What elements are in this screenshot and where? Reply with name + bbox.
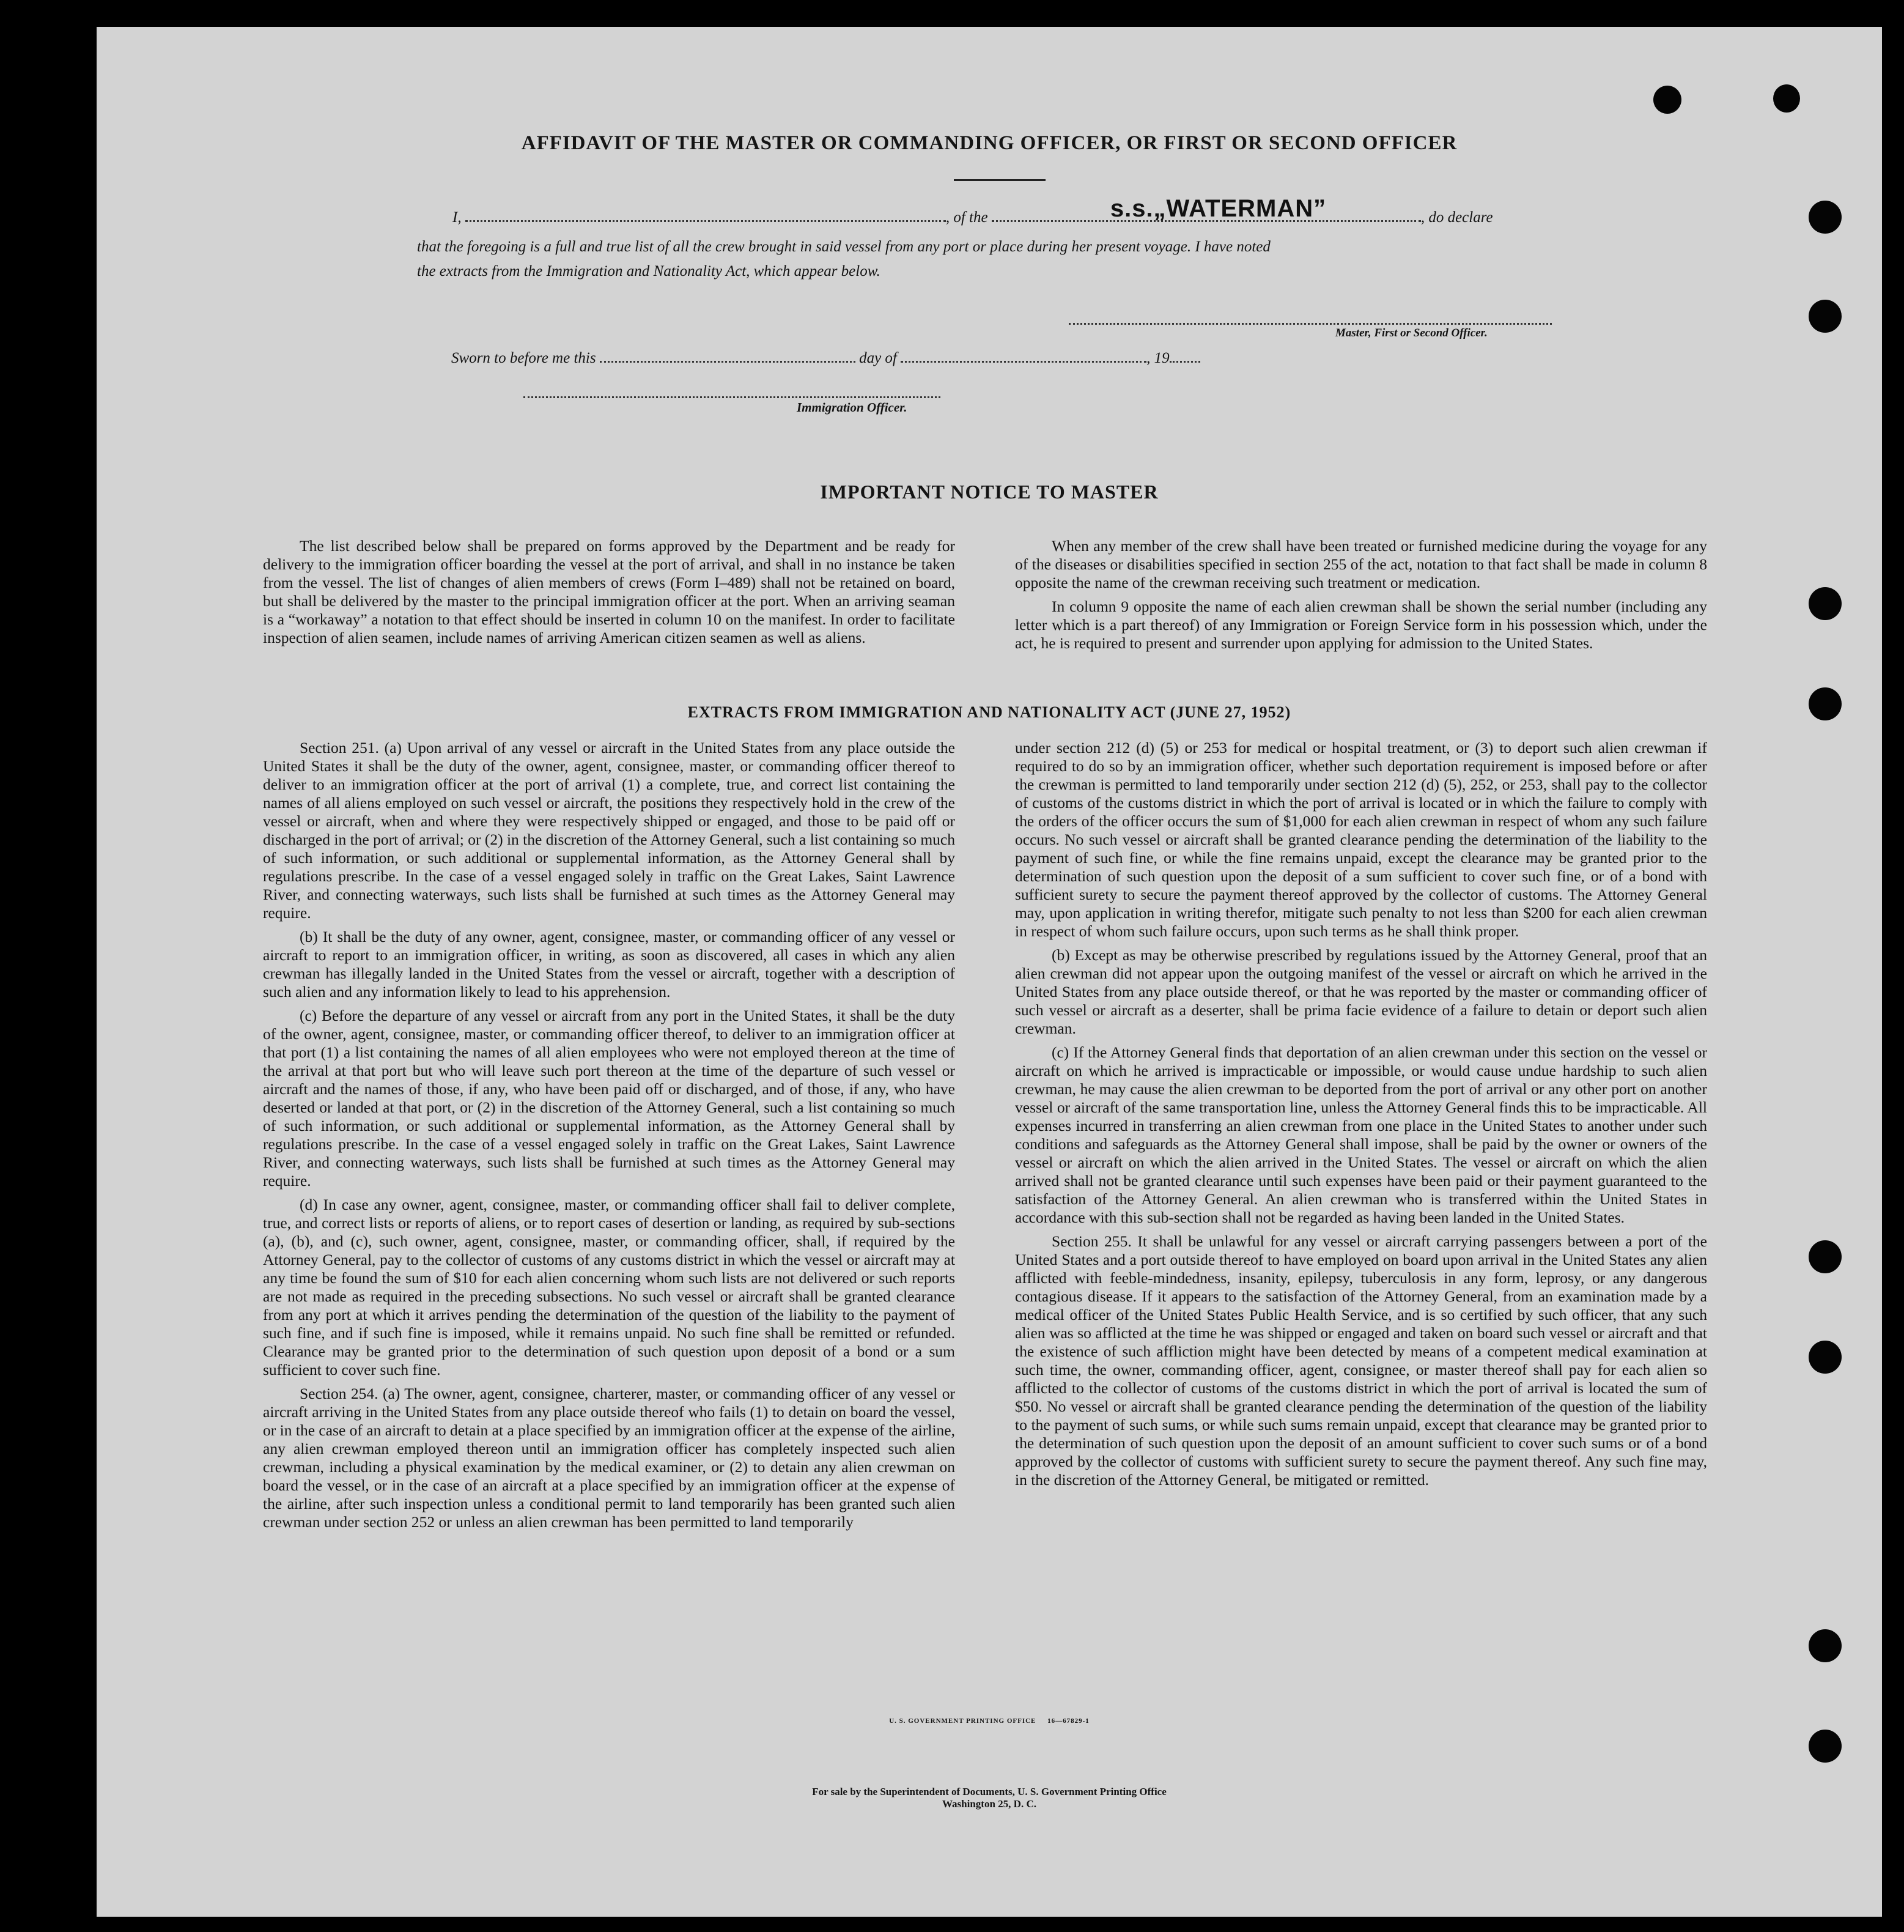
- punch-hole: [1809, 1341, 1842, 1374]
- sale-line-2: Washington 25, D. C.: [942, 1798, 1036, 1810]
- act-section-paragraph: (b) It shall be the duty of any owner, agent, consignee, master, or commanding officer of any vessel or aircraft to report to an immigration officer, in writing, as soon as discovered, all cases in which any alien crewman has illegally landed in the United States from the vessel or aircraft, together with a description of such alien and any information likely to lead to his apprehension.: [263, 928, 955, 1001]
- punch-hole: [1809, 300, 1842, 333]
- act-section-paragraph: (b) Except as may be otherwise prescribed by regulations issued by the Attorney General, proof that an alien crewman did not appear upon the outgoing manifest of the vessel or aircraft on which he arrived in the United States from any place outside thereof, or that he was reported by the master or commanding officer of such vessel or aircraft as a deserter, shall be prima facie evidence of a failure to detain or deport such alien crewman.: [1015, 946, 1707, 1037]
- punch-hole: [1773, 84, 1800, 113]
- do-declare-label: , do declare: [1420, 209, 1493, 226]
- printing-office-code: U. S. GOVERNMENT PRINTING OFFICE 16—67829-1: [889, 1717, 1090, 1725]
- notice-right-paragraph: When any member of the crew shall have been treated or furnished medicine during the voyage for any of the diseases or disabilities specified in section 255 of the act, notation to that fact shall be made in column 8 opposite the name of the crewman receiving such treatment or medication.: [1015, 537, 1707, 591]
- day-of-label: day of: [859, 350, 897, 366]
- master-signature-line[interactable]: [1069, 323, 1552, 325]
- affidavit-title: AFFIDAVIT OF THE MASTER OR COMMANDING OFFICER, OR FIRST OR SECOND OFFICER: [521, 132, 1458, 154]
- notice-title: IMPORTANT NOTICE TO MASTER: [820, 481, 1159, 503]
- vessel-name-field[interactable]: [992, 195, 1421, 222]
- sworn-label: Sworn to before me this: [451, 350, 596, 366]
- act-section-paragraph: (d) In case any owner, agent, consignee, master, or commanding officer shall fail to deliver complete, true, and correct lists or reports of aliens, or to report cases of desertion or landing, as required by sub-sections (a), (b), and (c), such owner, agent, consignee, master, or commanding officer, shall, if required by the Attorney General, pay to the collector of customs of any customs district in which the vessel or aircraft may at any time be found the sum of $10 for each alien concerning whom such lists are not delivered or such reports are not made as required in the preceding subsections. No such vessel or aircraft shall be granted clearance from any port at which it arrives pending the determination of the question of the liability to the payment of such fine, and if such fine is imposed, while it remains unpaid. No such fine shall be remitted or refunded. Clearance may be granted prior to the determination of such question upon deposit of a bond or a sum sufficient to cover such fine.: [263, 1196, 955, 1379]
- sworn-month-field[interactable]: [901, 358, 1146, 363]
- sworn-line: [451, 350, 1200, 367]
- act-section-paragraph: under section 212 (d) (5) or 253 for medical or hospital treatment, or (3) to deport such alien crewman if required to do so by an immigration officer, whether such deportation requirement is imposed before or after the crewman is permitted to land temporarily under section 212 (d) (5), 252, or 253, shall pay to the collector of customs of the customs district in which the port of arrival is located or in which the failure to comply with the orders of the officer occurs the sum of $1,000 for each alien crewman in respect of whom any such failure occurs. No such vessel or aircraft shall be granted clearance pending the determination of the liability to the payment of such fine, or while the fine remains unpaid, except the clearance may be granted prior to the determination of such question upon the deposit of a sum sufficient to cover such fine, or of a bond with sufficient surety to secure the payment thereof approved by the collector of customs. The Attorney General may, upon application in writing therefor, mitigate such penalty to not less than $200 for each alien crewman in respect of whom such failure occurs, upon such terms as he shall think proper.: [1015, 739, 1707, 940]
- master-signature-caption: Master, First or Second Officer.: [1335, 327, 1488, 339]
- immigration-officer-caption: Immigration Officer.: [797, 400, 907, 415]
- punch-hole: [1809, 587, 1842, 620]
- sale-notice: [97, 1786, 1882, 1810]
- act-section-paragraph: (c) If the Attorney General finds that deportation of an alien crewman under this section on the vessel or aircraft on which he arrived is impracticable or impossible, or would cause undue hardship to such alien crewman, he may cause the alien crewman to be deported from the port of arrival or any other port on another vessel or aircraft of the same transportation line, unless the Attorney General finds this to be impracticable. All expenses incurred in transferring an alien crewman from one place in the United States to another under such conditions and safeguards as the Attorney General shall impose, shall be paid by the owner or owners of the vessel or aircraft on which the alien arrived in the United States. The vessel or aircraft on which the alien arrived shall not be granted clearance until such expenses have been paid or their payment guaranteed to the satisfaction of the Attorney General. An alien crewman who is transferred within the United States in accordance with this sub-section shall not be regarded as having been landed in the United States.: [1015, 1043, 1707, 1226]
- extracts-left-column: [263, 739, 955, 1537]
- vessel-name-stamp: s.s.„WATERMAN”: [1110, 195, 1327, 222]
- notice-left-column: [263, 537, 955, 653]
- notice-right-column: [1015, 537, 1707, 658]
- act-section-paragraph: (c) Before the departure of any vessel or aircraft from any port in the United States, it shall be the duty of the owner, agent, consignee, master, or commanding officer thereof, to deliver to an immigration officer at that port (1) a list containing the names of all alien employees who were not employed thereon at the time of the arrival at that port but who will leave such port thereon at the time of the departure of such vessel or aircraft and the names of those, if any, who have been paid off or discharged, and of those, if any, who have deserted or landed at that port, or (2) in the discretion of the Attorney General, such a list containing so much of such information, or such additional or supplemental information, as the Attorney General shall by regulations prescribe. In the case of a vessel engaged solely in traffic on the Great Lakes, Saint Lawrence River, and connecting waterways, such lists shall be furnished at such times as the Attorney General may require.: [263, 1007, 955, 1190]
- title-rule: [954, 179, 1046, 181]
- notice-left-paragraph: The list described below shall be prepared on forms approved by the Department and be ready for delivery to the immigration officer boarding the vessel at the port of arrival, and shall in no instance be taken from the vessel. The list of changes of alien members of crews (Form I–489) shall not be retained on board, but shall be delivered by the master to the principal immigration officer at the port. When an arriving seaman is a “workaway” a notation to that effect should be inserted in column 10 on the manifest. In order to facilitate inspection of alien seamen, include names of arriving American citizen seamen as well as aliens.: [263, 537, 955, 646]
- extracts-title: EXTRACTS FROM IMMIGRATION AND NATIONALITY ACT (JUNE 27, 1952): [687, 703, 1291, 721]
- immigration-officer-signature-line[interactable]: [523, 396, 940, 398]
- declaration-line-3: the extracts from the Immigration and Nationality Act, which appear below.: [417, 263, 880, 279]
- punch-hole: [1809, 1629, 1842, 1662]
- declaration-line-2: that the foregoing is a full and true list of all the crew brought in said vessel from any port or place during her present voyage. I have noted: [417, 239, 1271, 255]
- act-section-paragraph: Section 255. It shall be unlawful for any vessel or aircraft carrying passengers between a port of the United States and a port outside thereof to have employed on board upon arrival in the United States any alien afflicted with feeble-mindedness, insanity, epilepsy, tuberculosis in any form, leprosy, or any dangerous contagious disease. If it appears to the satisfaction of the Attorney General, from an examination made by a medical officer of the United States Public Health Service, and is so certified by such officer, that any such alien was so afflicted at the time he was shipped or engaged and taken on board such vessel or aircraft and that the existence of such affliction might have been detected by means of a competent medical examination at such time, the owner, commanding officer, agent, consignee, or master thereof shall pay for each alien so afflicted to the collector of customs of the customs district in which the port of arrival is located the sum of $50. No vessel or aircraft shall be granted clearance pending the determination of the question of the liability to the payment of such sums, or while such sums remain unpaid, except that clearance may be granted prior to the determination of such question upon the deposit of an amount sufficient to cover such sums or of a bond approved by the collector of customs with sufficient surety to secure the payment thereof. Any such fine may, in the discretion of the Attorney General, be mitigated or remitted.: [1015, 1232, 1707, 1489]
- declarant-i-label: I,: [452, 209, 462, 226]
- sale-line-1: For sale by the Superintendent of Documents, U. S. Government Printing Office: [812, 1786, 1167, 1797]
- declaration-line-1: [452, 195, 1651, 226]
- act-section-paragraph: Section 251. (a) Upon arrival of any vessel or aircraft in the United States from any place outside the United States it shall be the duty of the owner, agent, consignee, master, or commanding officer thereof to deliver to an immigration officer at the port of arrival (1) a complete, true, and correct list containing the names of all aliens employed on such vessel or aircraft, the positions they respectively hold in the crew of the vessel or aircraft, when and where they were respectively shipped or engaged, and those to be paid off or discharged in the port of arrival; or (2) in the discretion of the Attorney General, such a list containing so much of such information, or such additional or supplemental information, as the Attorney General shall by regulations prescribe. In the case of a vessel engaged solely in traffic on the Great Lakes, Saint Lawrence River, and connecting waterways, such lists shall be furnished at such times as the Attorney General may require.: [263, 739, 955, 922]
- notice-right-paragraph: In column 9 opposite the name of each alien crewman shall be shown the serial number (including any letter which is a part thereof) of any Immigration or Foreign Service form in his possession which, under the act, he is required to present and surrender upon applying for admission to the United States.: [1015, 598, 1707, 652]
- declarant-name-field[interactable]: [465, 218, 946, 222]
- punch-hole: [1809, 1730, 1842, 1763]
- sworn-year-field[interactable]: [1170, 358, 1200, 363]
- punch-hole: [1653, 86, 1681, 114]
- of-the-label: , of the: [945, 209, 988, 226]
- act-section-paragraph: Section 254. (a) The owner, agent, consignee, charterer, master, or commanding officer of any vessel or aircraft arriving in the United States from any place outside thereof who fails (1) to detain on board the vessel, or in the case of an aircraft to detain at a place specified by an immigration officer at the expense of the airline, any alien crewman employed thereon until an immigration officer has completely inspected such alien crewman, including a physical examination by the medical examiner, or (2) to detain any alien crewman on board the vessel, or in the case of an aircraft at a place specified by an immigration officer at the expense of the airline, after such inspection unless a conditional permit to land temporarily has been granted such alien crewman under section 252 or unless an alien crewman has been permitted to land temporarily: [263, 1385, 955, 1531]
- year-label: , 19: [1146, 350, 1170, 366]
- sworn-day-field[interactable]: [600, 358, 855, 363]
- punch-hole: [1809, 201, 1842, 234]
- document-page: [97, 27, 1882, 1917]
- punch-hole: [1809, 1240, 1842, 1273]
- extracts-right-column: [1015, 739, 1707, 1495]
